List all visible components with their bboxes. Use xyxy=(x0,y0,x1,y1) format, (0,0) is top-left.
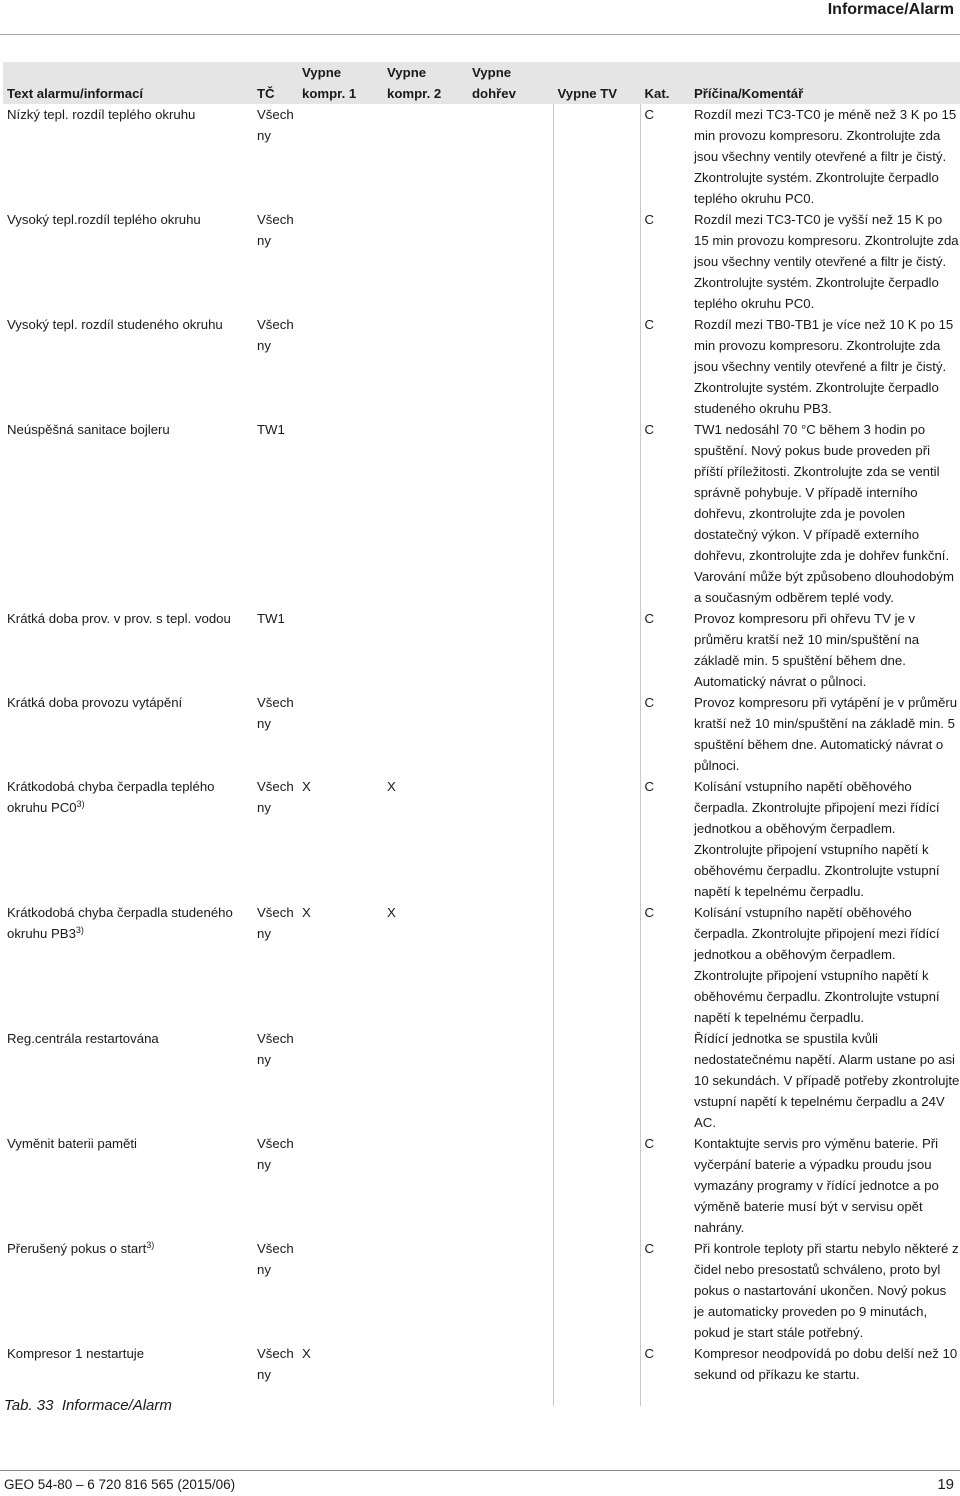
cause-cell xyxy=(690,209,960,314)
table-row xyxy=(3,314,960,419)
heat-pump-cell xyxy=(253,776,298,902)
table-caption xyxy=(4,1396,172,1416)
alarm-text-cell xyxy=(3,419,253,608)
table-row xyxy=(3,902,960,1028)
alarm-text-cell-text: Přerušený pokus o start xyxy=(7,1241,147,1256)
table-row xyxy=(3,608,960,692)
cause-cell xyxy=(690,1238,960,1343)
alarm-text-cell-text: Krátkodobá chyba čerpadla studeného okruhu PB3 xyxy=(7,905,233,941)
table-row xyxy=(3,419,960,608)
cause-cell xyxy=(690,692,960,776)
heat-pump-cell xyxy=(253,692,298,776)
cause-cell-text: Řídící jednotka se spustila kvůli nedostatečnému napětí. Alarm ustane po asi 10 sekundách. V případě potřeby zkontrolujte vstupní napětí k tepelnému čerpadlu a 24V AC. xyxy=(694,1031,960,1130)
cause-cell xyxy=(690,1133,960,1238)
aux-heater-cell xyxy=(468,902,553,1028)
category-cell xyxy=(640,104,690,209)
aux-heater-cell xyxy=(468,776,553,902)
table-header-row xyxy=(3,62,960,104)
cause-cell xyxy=(690,608,960,692)
cause-cell xyxy=(690,104,960,209)
alarm-text-cell xyxy=(3,209,253,314)
heat-pump-cell-text: Všech ny xyxy=(257,905,294,941)
alarm-text-cell xyxy=(3,902,253,1028)
aux-heater-cell xyxy=(468,1343,553,1406)
header-aux-heater xyxy=(468,62,553,104)
heat-pump-cell xyxy=(253,314,298,419)
category-cell-text: C xyxy=(644,107,655,122)
cause-cell-text: Kontaktujte servis pro výměnu baterie. Při vyčerpání baterie a výpadku proudu jsou vymazány programy v řídící jednotce a po výměně baterie musí být v servisu opět nahrány. xyxy=(694,1136,939,1235)
cause-cell-text: Kolísání vstupního napětí oběhového čerpadla. Zkontrolujte připojení mezi řídící jednotkou a oběhovým čerpadlem. Zkontrolujte připojení vstupního napětí k oběhovému čerpadlu. Zkontrolujte vstupní napětí k tepelnému čerpadlu. xyxy=(694,779,940,899)
heat-pump-cell xyxy=(253,1133,298,1238)
aux-heater-cell xyxy=(468,1028,553,1133)
category-cell-text: C xyxy=(644,1346,655,1361)
footnote-ref: 3) xyxy=(76,799,85,809)
compressor-2-cell xyxy=(383,608,468,692)
dhw-stop-cell xyxy=(553,1238,640,1343)
compressor-2-cell xyxy=(383,104,468,209)
dhw-stop-cell xyxy=(553,608,640,692)
heat-pump-cell xyxy=(253,1238,298,1343)
cause-cell-text: Rozdíl mezi TB0-TB1 je více než 10 K po 15 min provozu kompresoru. Zkontrolujte zda jsou všechny ventily otevřené a filtr je čistý. Zkontrolujte systém. Zkontrolujte čerpadlo studeného okruhu PB3. xyxy=(694,317,954,416)
alarm-text-cell xyxy=(3,104,253,209)
category-cell xyxy=(640,902,690,1028)
category-cell xyxy=(640,1133,690,1238)
alarm-text-cell-text: Vyměnit baterii paměti xyxy=(7,1136,137,1151)
compressor-1-cell xyxy=(298,776,383,902)
heat-pump-cell xyxy=(253,419,298,608)
heat-pump-cell-text: Všech ny xyxy=(257,107,294,143)
heat-pump-cell-text: Všech ny xyxy=(257,1241,294,1277)
category-cell xyxy=(640,692,690,776)
compressor-1-cell xyxy=(298,692,383,776)
dhw-stop-cell xyxy=(553,1028,640,1133)
header-cause: Příčina/Komentář xyxy=(690,62,960,104)
aux-heater-cell xyxy=(468,608,553,692)
category-cell xyxy=(640,209,690,314)
category-cell-text: C xyxy=(644,212,655,227)
header-alarm-text: Text alarmu/informací xyxy=(3,62,253,104)
alarm-text-cell-text: Kompresor 1 nestartuje xyxy=(7,1346,145,1361)
category-cell-text: C xyxy=(644,1241,655,1256)
heat-pump-cell-text: TW1 xyxy=(257,422,285,437)
category-cell xyxy=(640,419,690,608)
aux-heater-cell xyxy=(468,1238,553,1343)
dhw-stop-cell xyxy=(553,902,640,1028)
dhw-stop-cell xyxy=(553,776,640,902)
compressor-1-cell xyxy=(298,419,383,608)
category-cell xyxy=(640,1238,690,1343)
alarm-text-cell-text: Krátkodobá chyba čerpadla teplého okruhu PC0 xyxy=(7,779,215,815)
table-row xyxy=(3,692,960,776)
heat-pump-cell-text: Všech ny xyxy=(257,779,294,815)
header-aux-heater-line1: Vypne xyxy=(472,65,512,80)
footer-divider xyxy=(0,1470,960,1471)
category-cell-text: C xyxy=(644,1136,655,1151)
compressor-1-cell xyxy=(298,104,383,209)
alarm-text-cell xyxy=(3,1133,253,1238)
alarm-text-cell xyxy=(3,776,253,902)
category-cell xyxy=(640,608,690,692)
aux-heater-cell xyxy=(468,1133,553,1238)
table-row xyxy=(3,209,960,314)
category-cell-text: C xyxy=(644,611,655,626)
heat-pump-cell xyxy=(253,104,298,209)
compressor-2-cell xyxy=(383,902,468,1028)
footnote-ref: 3) xyxy=(146,1240,155,1250)
compressor-1-cell-text: X xyxy=(302,1346,311,1361)
aux-heater-cell xyxy=(468,314,553,419)
table-row xyxy=(3,1028,960,1133)
compressor-1-cell-text: X xyxy=(302,905,311,920)
cause-cell xyxy=(690,1343,960,1406)
cause-cell-text: Rozdíl mezi TC3-TC0 je méně než 3 K po 15 min provozu kompresoru. Zkontrolujte zda jsou všechny ventily otevřené a filtr je čistý. Zkontrolujte systém. Zkontrolujte čerpadlo teplého okruhu PC0. xyxy=(694,107,957,206)
alarm-text-cell xyxy=(3,1028,253,1133)
heat-pump-cell xyxy=(253,209,298,314)
compressor-2-cell xyxy=(383,776,468,902)
header-compressor-2 xyxy=(383,62,468,104)
footer-page-number: 19 xyxy=(937,1476,954,1493)
compressor-2-cell xyxy=(383,1343,468,1406)
compressor-2-cell xyxy=(383,314,468,419)
compressor-1-cell xyxy=(298,314,383,419)
heat-pump-cell-text: Všech ny xyxy=(257,1136,294,1172)
compressor-1-cell xyxy=(298,1343,383,1406)
alarm-text-cell-text: Neúspěšná sanitace bojleru xyxy=(7,422,170,437)
cause-cell-text: Provoz kompresoru při ohřevu TV je v průměru kratší než 10 min/spuštění na základě min. 5 spuštění během dne. Automatický návrat o půlnoci. xyxy=(694,611,920,689)
heat-pump-cell-text: Všech ny xyxy=(257,212,294,248)
footer-document-id: GEO 54-80 – 6 720 816 565 (2015/06) xyxy=(4,1477,236,1492)
cause-cell-text: TW1 nedosáhl 70 °C během 3 hodin po spuštění. Nový pokus bude proveden při příští příležitosti. Zkontrolujte zda se ventil správně pohybuje. V případě interního dohřevu, zkontrolujte zda je povolen dostatečný výkon. V případě externího dohřevu, zkontrolujte zda je dohřev funkční. Varování může být způsobeno dlouhodobým a současným odběrem teplé vody. xyxy=(694,422,955,605)
compressor-2-cell xyxy=(383,1028,468,1133)
header-dhw-stop: Vypne TV xyxy=(553,62,640,104)
cause-cell-text: Kompresor neodpovídá po dobu delší než 10 sekund od příkazu ke startu. xyxy=(694,1346,958,1382)
category-cell xyxy=(640,1343,690,1406)
table-row xyxy=(3,776,960,902)
compressor-2-cell xyxy=(383,419,468,608)
alarm-text-cell-text: Vysoký tepl. rozdíl studeného okruhu xyxy=(7,317,223,332)
compressor-1-cell-text: X xyxy=(302,779,311,794)
table-row xyxy=(3,1238,960,1343)
alarm-text-cell xyxy=(3,314,253,419)
heat-pump-cell xyxy=(253,1028,298,1133)
compressor-1-cell xyxy=(298,209,383,314)
heat-pump-cell-text: TW1 xyxy=(257,611,285,626)
alarm-text-cell xyxy=(3,1238,253,1343)
footnote-ref: 3) xyxy=(75,925,84,935)
compressor-2-cell xyxy=(383,209,468,314)
table-row xyxy=(3,104,960,209)
alarm-text-cell-text: Krátká doba provozu vytápění xyxy=(7,695,183,710)
cause-cell-text: Rozdíl mezi TC3-TC0 je vyšší než 15 K po 15 min provozu kompresoru. Zkontrolujte zda jsou všechny ventily otevřené a filtr je čistý. Zkontrolujte systém. Zkontrolujte čerpadlo teplého okruhu PC0. xyxy=(694,212,959,311)
table-row xyxy=(3,1133,960,1238)
alarm-table xyxy=(3,62,960,1406)
header-compressor-1-line2: kompr. 1 xyxy=(302,86,357,101)
alarm-text-cell-text: Krátká doba prov. v prov. s tepl. vodou xyxy=(7,611,231,626)
category-cell xyxy=(640,1028,690,1133)
dhw-stop-cell xyxy=(553,1343,640,1406)
cause-cell xyxy=(690,419,960,608)
heat-pump-cell xyxy=(253,1343,298,1406)
cause-cell xyxy=(690,314,960,419)
caption-text: Informace/Alarm xyxy=(61,1397,172,1414)
alarm-text-cell-text: Nízký tepl. rozdíl teplého okruhu xyxy=(7,107,196,122)
heat-pump-cell xyxy=(253,902,298,1028)
compressor-1-cell xyxy=(298,1133,383,1238)
cause-cell xyxy=(690,902,960,1028)
header-aux-heater-line2: dohřev xyxy=(472,86,516,101)
alarm-text-cell-text: Vysoký tepl.rozdíl teplého okruhu xyxy=(7,212,201,227)
cause-cell-text: Při kontrole teploty při startu nebylo některé z čidel nebo presostatů schváleno, proto byl pokus o nastartování ukončen. Nový pokus je automaticky proveden po 9 minutách, pokud je start stále potřebný. xyxy=(694,1241,959,1340)
heat-pump-cell-text: Všech ny xyxy=(257,317,294,353)
category-cell-text: C xyxy=(644,695,655,710)
section-title: Informace/Alarm xyxy=(827,1,954,18)
dhw-stop-cell xyxy=(553,419,640,608)
header-divider xyxy=(0,34,960,35)
aux-heater-cell xyxy=(468,419,553,608)
alarm-text-cell xyxy=(3,608,253,692)
heat-pump-cell xyxy=(253,608,298,692)
aux-heater-cell xyxy=(468,209,553,314)
compressor-1-cell xyxy=(298,902,383,1028)
category-cell-text: C xyxy=(644,317,655,332)
cause-cell-text: Provoz kompresoru při vytápění je v průměru kratší než 10 min/spuštění na základě min. 5 spuštění během dne. Automatický návrat o půlnoci. xyxy=(694,695,958,773)
heat-pump-cell-text: Všech ny xyxy=(257,1346,294,1382)
compressor-1-cell xyxy=(298,1028,383,1133)
category-cell xyxy=(640,314,690,419)
dhw-stop-cell xyxy=(553,1133,640,1238)
heat-pump-cell-text: Všech ny xyxy=(257,695,294,731)
header-compressor-2-line1: Vypne xyxy=(387,65,427,80)
dhw-stop-cell xyxy=(553,104,640,209)
header-compressor-1 xyxy=(298,62,383,104)
compressor-2-cell xyxy=(383,1238,468,1343)
compressor-1-cell xyxy=(298,608,383,692)
category-cell-text: C xyxy=(644,905,655,920)
heat-pump-cell-text: Všech ny xyxy=(257,1031,294,1067)
dhw-stop-cell xyxy=(553,209,640,314)
cause-cell-text: Kolísání vstupního napětí oběhového čerpadla. Zkontrolujte připojení mezi řídící jednotkou a oběhovým čerpadlem. Zkontrolujte připojení vstupního napětí k oběhovému čerpadlu. Zkontrolujte vstupní napětí k tepelnému čerpadlu. xyxy=(694,905,940,1025)
category-cell-text: C xyxy=(644,779,655,794)
alarm-text-cell xyxy=(3,692,253,776)
dhw-stop-cell xyxy=(553,314,640,419)
header-compressor-2-line2: kompr. 2 xyxy=(387,86,442,101)
compressor-2-cell xyxy=(383,1133,468,1238)
aux-heater-cell xyxy=(468,104,553,209)
header-compressor-1-line1: Vypne xyxy=(302,65,342,80)
alarm-text-cell-text: Reg.centrála restartována xyxy=(7,1031,159,1046)
compressor-2-cell xyxy=(383,692,468,776)
compressor-2-cell-text: X xyxy=(387,779,396,794)
header-category: Kat. xyxy=(640,62,690,104)
cause-cell xyxy=(690,776,960,902)
cause-cell xyxy=(690,1028,960,1133)
category-cell xyxy=(640,776,690,902)
aux-heater-cell xyxy=(468,692,553,776)
compressor-1-cell xyxy=(298,1238,383,1343)
category-cell-text: C xyxy=(644,422,655,437)
header-heat-pump: TČ xyxy=(253,62,298,104)
caption-label: Tab. 33 xyxy=(4,1397,54,1414)
compressor-2-cell-text: X xyxy=(387,905,396,920)
dhw-stop-cell xyxy=(553,692,640,776)
